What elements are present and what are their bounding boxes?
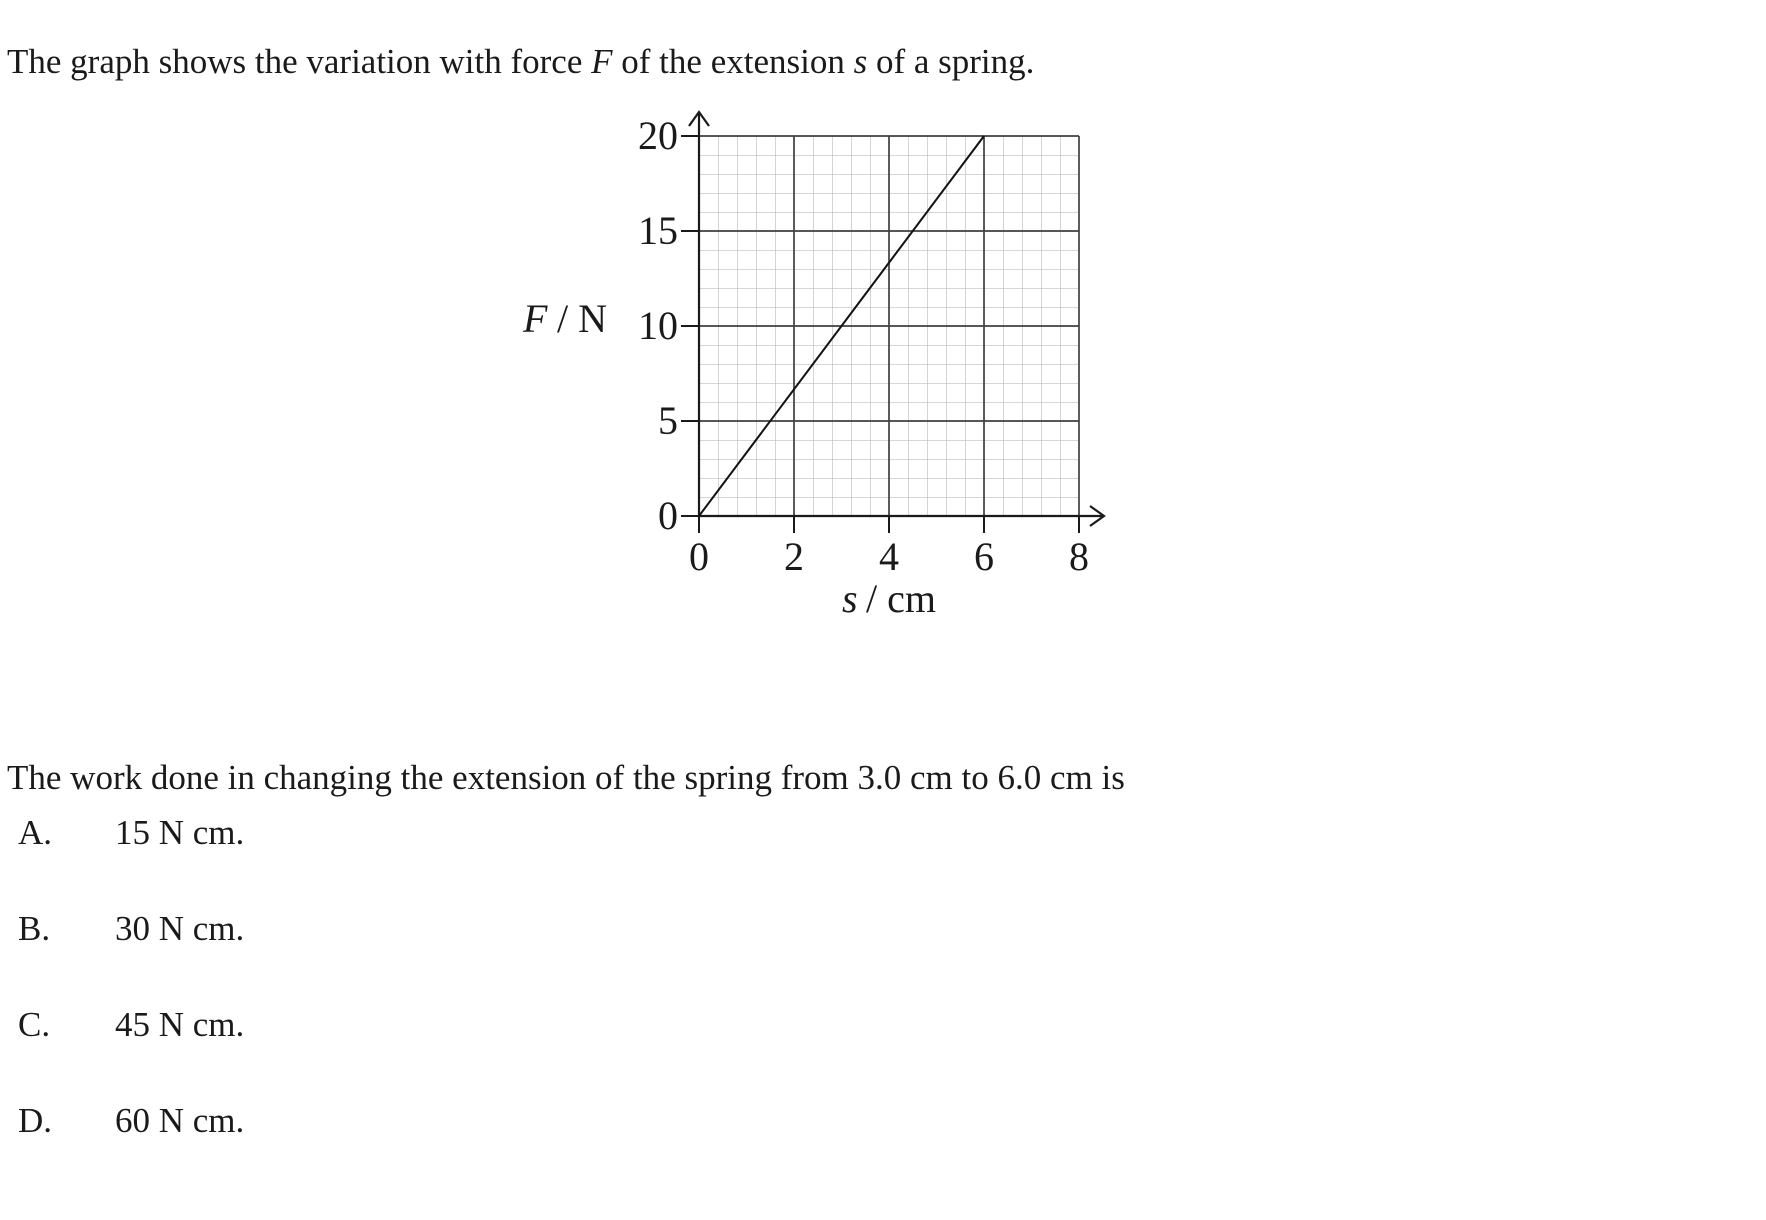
question-intro-text bbox=[7, 41, 1034, 83]
x-axis-title bbox=[842, 576, 936, 621]
x-axis-unit: / cm bbox=[866, 576, 936, 621]
y-tick-label: 0 bbox=[658, 493, 678, 538]
option-value: 30 N cm. bbox=[115, 909, 245, 948]
y-axis-symbol: F bbox=[523, 296, 548, 341]
y-tick-label: 10 bbox=[638, 303, 678, 348]
x-axis-tick-labels bbox=[689, 534, 1089, 579]
intro-segment: of the extension bbox=[612, 42, 854, 81]
option-row-c bbox=[18, 1005, 244, 1045]
y-axis-ticks bbox=[681, 136, 699, 516]
x-axis-symbol: s bbox=[842, 576, 858, 621]
force-symbol: F bbox=[591, 42, 613, 81]
x-tick-label: 0 bbox=[689, 534, 709, 579]
x-tick-label: 6 bbox=[974, 534, 994, 579]
option-row-b bbox=[18, 909, 244, 949]
option-letter: C. bbox=[18, 1005, 51, 1044]
y-tick-label: 20 bbox=[638, 113, 678, 158]
option-value: 15 N cm. bbox=[115, 813, 245, 852]
spring-force-graph bbox=[440, 80, 1140, 630]
y-axis-title bbox=[522, 296, 607, 341]
option-row-d bbox=[18, 1101, 244, 1141]
option-row-a bbox=[18, 813, 244, 853]
x-tick-label: 8 bbox=[1069, 534, 1089, 579]
x-tick-label: 2 bbox=[784, 534, 804, 579]
question-text: The work done in changing the extension of the spring from 3.0 cm to 6.0 cm is bbox=[7, 758, 1125, 797]
y-axis-unit: / N bbox=[557, 296, 607, 341]
intro-segment: of a spring. bbox=[867, 42, 1035, 81]
option-letter: B. bbox=[18, 909, 51, 948]
extension-symbol: s bbox=[853, 42, 868, 81]
x-tick-label: 4 bbox=[879, 534, 899, 579]
intro-segment: The graph shows the variation with force bbox=[7, 42, 592, 81]
option-value: 45 N cm. bbox=[115, 1005, 245, 1044]
option-letter: A. bbox=[18, 813, 53, 852]
x-axis-ticks bbox=[699, 516, 1079, 533]
option-value: 60 N cm. bbox=[115, 1101, 245, 1140]
y-axis-tick-labels bbox=[638, 113, 678, 538]
y-tick-label: 15 bbox=[638, 208, 678, 253]
y-tick-label: 5 bbox=[658, 398, 678, 443]
option-letter: D. bbox=[18, 1101, 53, 1140]
